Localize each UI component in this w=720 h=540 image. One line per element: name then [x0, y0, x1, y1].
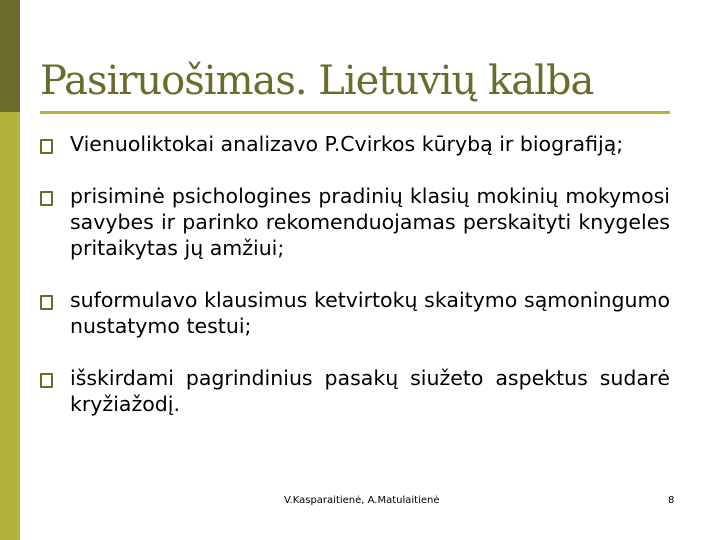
title-underline — [40, 111, 670, 114]
side-bar-light-segment — [0, 112, 20, 540]
page-number: 8 — [668, 495, 675, 506]
square-bullet-icon — [40, 139, 53, 154]
bullet-text: suformulavo klausimus ketvirtokų skaitymo sąmoningumo nustatymo testui; — [70, 288, 670, 338]
side-bar-dark-segment — [0, 0, 20, 112]
square-bullet-icon — [40, 191, 53, 206]
slide-title: Pasiruošimas. Lietuvių kalba — [40, 58, 594, 104]
bullet-text: Vienuoliktokai analizavo P.Cvirkos kūrybą ir biografiją; — [70, 132, 624, 156]
bullet-item — [40, 287, 670, 339]
bullet-item — [40, 131, 670, 157]
square-bullet-icon — [40, 295, 53, 310]
side-accent-bar — [0, 0, 20, 540]
square-bullet-icon — [40, 373, 53, 388]
bullet-text: prisiminė psichologines pradinių klasių mokinių mokymosi savybes ir parinko rekomenduojamas perskaityti knygeles pritaikytas jų amžiui; — [70, 184, 670, 260]
bullet-text: išskirdami pagrindinius pasakų siužeto aspektus sudarė kryžiažodį. — [70, 366, 670, 416]
bullet-item — [40, 365, 670, 417]
footer-author: V.Kasparaitienė, A.Matulaitienė — [284, 495, 440, 506]
bullet-item — [40, 183, 670, 261]
bullet-list — [40, 131, 670, 443]
